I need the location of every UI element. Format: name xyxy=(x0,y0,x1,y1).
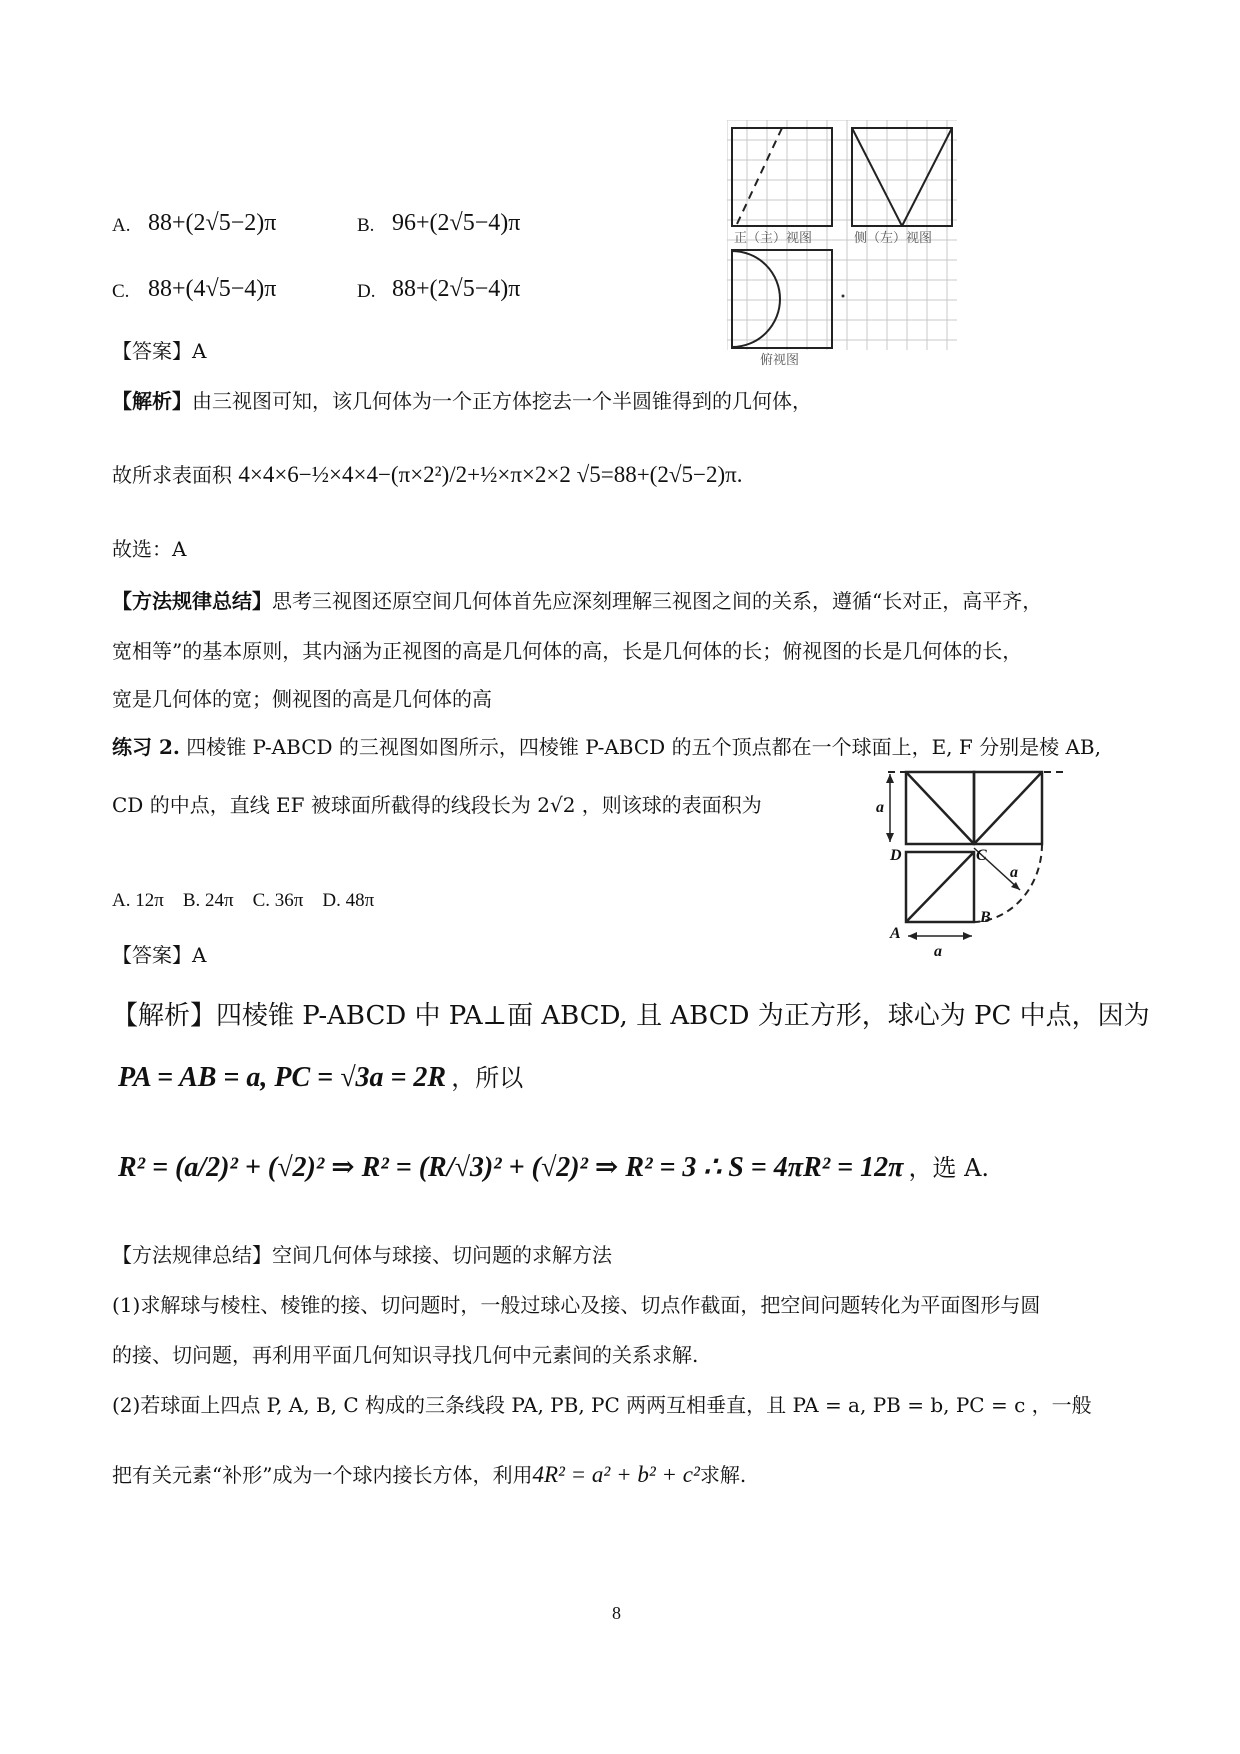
q2-head: 练习 2. xyxy=(112,735,180,759)
q2-item2-formula: 4R² = a² + b² + c² xyxy=(532,1462,700,1487)
label-c: C xyxy=(976,847,987,864)
three-view-figure xyxy=(727,120,967,370)
top-view-label: 俯视图 xyxy=(760,353,800,368)
q2-item1-line2: 的接、切问题，再利用平面几何知识寻找几何中元素间的关系求解. xyxy=(112,1343,699,1367)
q1-analysis xyxy=(112,386,812,416)
label-d: D xyxy=(890,847,902,864)
option-d-expr: 88+(2√5−4)π xyxy=(392,276,521,302)
q2-analysis-line3 xyxy=(118,1148,989,1184)
label-b: B xyxy=(980,909,991,926)
q1-area-line xyxy=(112,460,742,490)
q2-analysis-line3-math: R² = (a/2)² + (√2)² ⇒ R² = (R/√3)² + (√2)² ⇒ R² = 3 ∴ S = 4πR² = 12π xyxy=(118,1152,904,1183)
option-c-label: C. xyxy=(112,281,130,302)
q1-choice: 故选：A xyxy=(112,537,187,561)
q2-analysis-line2-text: ，所以 xyxy=(451,1064,524,1092)
q1-summary-line2: 宽相等”的基本原则，其内涵为正视图的高是几何体的高，长是几何体的长；俯视图的长是几何体的长， xyxy=(112,639,1023,663)
q1-analysis-text: 由三视图可知，该几何体为一个正方体挖去一个半圆锥得到的几何体， xyxy=(192,389,812,413)
q2-line1-text: 四棱锥 P-ABCD 的三视图如图所示，四棱锥 P-ABCD 的五个顶点都在一个球面上，E, F 分别是棱 AB, xyxy=(186,735,1101,759)
side-view-label: 侧（左）视图 xyxy=(854,231,933,246)
page-number: 8 xyxy=(612,1603,621,1623)
q2-analysis-line2 xyxy=(118,1058,523,1094)
q2-analysis-line3-text: ，选 A. xyxy=(908,1154,990,1182)
label-a-width: a xyxy=(934,943,942,960)
label-a-point: A xyxy=(890,925,901,942)
q1-summary-text1: 思考三视图还原空间几何体首先应深刻理解三视图之间的关系，遵循“长对正，高平齐， xyxy=(272,589,1043,613)
q2-answer: 【答案】A xyxy=(112,943,207,967)
q1-summary-line1 xyxy=(112,586,1042,616)
option-b-label: B. xyxy=(357,215,375,236)
option-a-label: A. xyxy=(112,215,131,236)
q1-analysis-head: 【解析】 xyxy=(112,389,192,413)
q2-item2-line2 xyxy=(112,1460,746,1490)
option-d-label: D. xyxy=(357,281,376,302)
q1-summary-head: 【方法规律总结】 xyxy=(112,589,272,613)
q2-item2-line1: (2)若球面上四点 P, A, B, C 构成的三条线段 PA, PB, PC 两两互相垂直，且 PA = a, PB = b, PC = c ，一般 xyxy=(112,1393,1092,1417)
q1-area-formula: 4×4×6−½×4×4−(π×2²)/2+½×π×2×2 √5=88+(2√5−2)π. xyxy=(238,462,743,487)
q1-summary-line3: 宽是几何体的宽；侧视图的高是几何体的高 xyxy=(112,687,492,711)
option-c-expr: 88+(4√5−4)π xyxy=(148,276,277,302)
q1-answer: 【答案】A xyxy=(112,339,207,363)
pyramid-view-figure xyxy=(868,760,1068,960)
q2-item2-suffix: 求解. xyxy=(699,1463,747,1487)
option-a-expr: 88+(2√5−2)π xyxy=(148,210,277,236)
label-a-arc: a xyxy=(1010,864,1018,881)
q2-line2: CD 的中点，直线 EF 被球面所截得的线段长为 2√2 ，则该球的表面积为 xyxy=(112,793,762,817)
q2-analysis-line2-math: PA = AB = a, PC = √3a = 2R xyxy=(118,1062,447,1093)
label-a-height: a xyxy=(876,799,884,816)
option-b-expr: 96+(2√5−4)π xyxy=(392,210,521,236)
q2-line1 xyxy=(112,732,1101,762)
q2-analysis-line1: 【解析】四棱锥 P-ABCD 中 PA⊥面 ABCD, 且 ABCD 为正方形，球心为 PC 中点，因为 xyxy=(112,1001,1150,1031)
q2-summary-head: 【方法规律总结】空间几何体与球接、切问题的求解方法 xyxy=(112,1243,612,1267)
q2-options: A. 12π B. 24π C. 36π D. 48π xyxy=(112,890,375,911)
q1-area-prefix: 故所求表面积 xyxy=(112,463,232,487)
q2-item1-line1: (1)求解球与棱柱、棱锥的接、切问题时，一般过球心及接、切点作截面，把空间问题转化为平面图形与圆 xyxy=(112,1293,1041,1317)
q2-item2-prefix: 把有关元素“补形”成为一个球内接长方体，利用 xyxy=(112,1463,533,1487)
front-view-label: 正（主）视图 xyxy=(734,231,813,246)
